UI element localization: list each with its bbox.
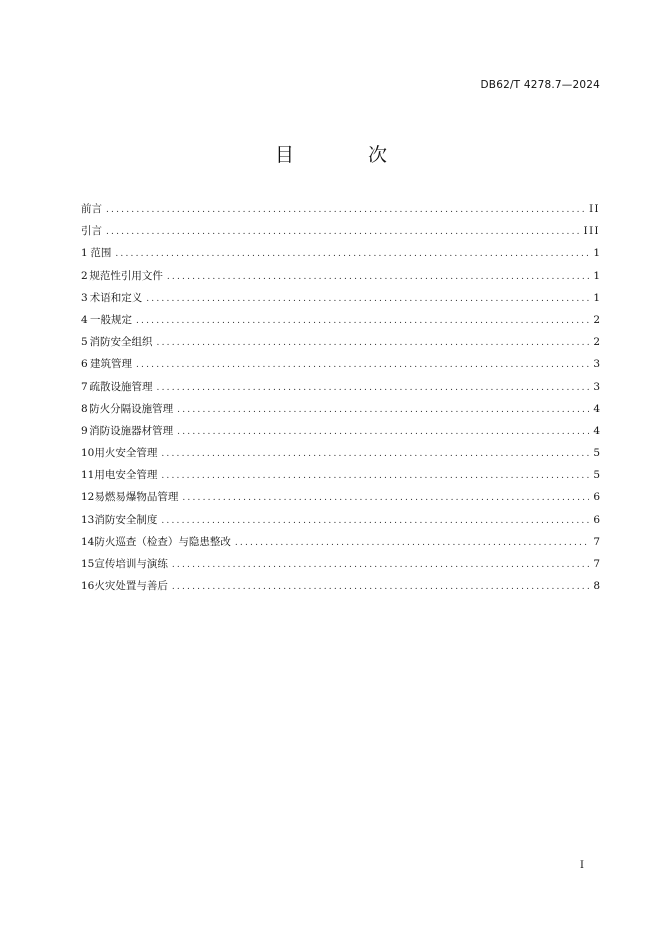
- toc-entry[interactable]: [81, 534, 600, 556]
- toc-leader-dots: [172, 557, 589, 574]
- toc-entry-number: 2: [81, 269, 88, 282]
- toc-entry-page: III: [583, 226, 600, 238]
- toc-entry-label: 术语和定义: [89, 291, 143, 304]
- toc-leader-dots: [182, 490, 589, 507]
- toc-entry-page: 7: [593, 558, 600, 570]
- toc-entry-page: 1: [593, 291, 600, 304]
- toc-entry-label: 消防安全组织: [89, 336, 153, 349]
- toc-leader-dots: [157, 335, 589, 352]
- toc-entry-label: 防火分隔设施管理: [89, 402, 174, 415]
- toc-entry-number: 4: [81, 313, 88, 326]
- toc-entry-label: 火灾处置与善后: [94, 580, 168, 593]
- toc-leader-dots: [235, 535, 589, 552]
- toc-entry[interactable]: [81, 578, 600, 600]
- toc-leader-dots: [146, 291, 589, 308]
- toc-leader-dots: [106, 224, 581, 241]
- toc-entry-number: 15: [81, 558, 95, 570]
- toc-entry-label: 规范性引用文件: [89, 269, 163, 282]
- toc-leader-dots: [161, 513, 589, 530]
- toc-entry-page: 1: [593, 269, 600, 282]
- page-title: 目 次: [274, 144, 422, 166]
- toc-entry-label: 宣传培训与演练: [94, 558, 168, 570]
- toc-leader-dots: [177, 402, 589, 419]
- toc-entry-label: 用火安全管理: [94, 447, 158, 460]
- toc-entry[interactable]: [81, 223, 600, 245]
- toc-leader-dots: [136, 357, 589, 374]
- toc-entry[interactable]: [81, 401, 600, 423]
- toc-entry-page: 8: [593, 580, 600, 593]
- toc-leader-dots: [115, 246, 589, 263]
- toc-entry[interactable]: [81, 423, 600, 445]
- toc-entry-label: 防火巡查（检查）与隐患整改: [94, 535, 231, 548]
- toc-entry-page: 2: [593, 336, 600, 349]
- toc-entry-page: 4: [593, 402, 600, 415]
- toc-leader-dots: [177, 424, 589, 441]
- toc-entry-label: 范围: [90, 247, 112, 260]
- toc-entry-label: 前言: [81, 203, 102, 215]
- toc-entry-label: 一般规定: [89, 313, 132, 326]
- toc-entry[interactable]: [81, 467, 600, 489]
- toc-entry-label: 消防安全制度: [94, 513, 158, 526]
- toc-entry-number: 9: [81, 424, 88, 437]
- toc-entry-number: 6: [81, 358, 88, 371]
- toc-entry[interactable]: [81, 512, 600, 534]
- table-of-contents: [81, 201, 600, 600]
- toc-entry[interactable]: [81, 290, 600, 312]
- toc-entry-page: 2: [593, 313, 600, 326]
- toc-entry[interactable]: [81, 201, 600, 223]
- toc-entry[interactable]: [81, 334, 600, 356]
- toc-leader-dots: [167, 269, 589, 286]
- toc-entry[interactable]: [81, 356, 600, 378]
- toc-entry-number: 7: [81, 380, 88, 393]
- page-number: I: [580, 860, 584, 871]
- toc-entry[interactable]: [81, 379, 600, 401]
- toc-entry-label: 消防设施器材管理: [89, 424, 174, 437]
- toc-entry-page: 4: [593, 424, 600, 437]
- toc-entry-page: 3: [593, 380, 600, 393]
- toc-entry-number: 8: [81, 402, 88, 415]
- toc-entry-number: 11: [81, 469, 95, 482]
- toc-entry-label: 建筑管理: [89, 358, 132, 371]
- toc-entry-page: 5: [593, 447, 600, 460]
- toc-entry[interactable]: [81, 312, 600, 334]
- toc-entry[interactable]: [81, 489, 600, 511]
- toc-entry-label: 疏散设施管理: [89, 380, 153, 393]
- toc-entry[interactable]: [81, 245, 600, 267]
- toc-entry-page: II: [589, 204, 600, 215]
- toc-entry-label: 用电安全管理: [94, 469, 158, 482]
- toc-entry-number: 16: [81, 580, 95, 593]
- toc-entry-page: 5: [593, 469, 600, 482]
- toc-entry[interactable]: [81, 445, 600, 467]
- document-code: DB62/T 4278.7—2024: [480, 79, 600, 91]
- toc-entry-number: 12: [81, 491, 95, 504]
- toc-leader-dots: [106, 202, 586, 219]
- toc-entry-number: 3: [81, 291, 88, 304]
- toc-entry-page: 6: [593, 513, 600, 526]
- toc-entry[interactable]: [81, 268, 600, 290]
- toc-entry-page: 3: [593, 358, 600, 371]
- toc-entry-number: 1: [81, 247, 88, 260]
- toc-entry-number: 14: [81, 535, 95, 548]
- toc-entry-page: 6: [593, 491, 600, 504]
- toc-entry-number: 5: [81, 336, 88, 349]
- toc-entry-label: 易燃易爆物品管理: [94, 491, 179, 504]
- toc-leader-dots: [136, 313, 589, 330]
- toc-leader-dots: [161, 468, 589, 485]
- toc-leader-dots: [161, 446, 589, 463]
- toc-entry-page: 1: [593, 247, 600, 260]
- toc-entry[interactable]: [81, 556, 600, 578]
- toc-entry-number: 10: [81, 447, 95, 460]
- toc-entry-number: 13: [81, 513, 95, 526]
- toc-entry-page: 7: [593, 535, 600, 548]
- toc-leader-dots: [172, 579, 589, 596]
- toc-entry-label: 引言: [81, 225, 102, 238]
- toc-leader-dots: [157, 380, 589, 397]
